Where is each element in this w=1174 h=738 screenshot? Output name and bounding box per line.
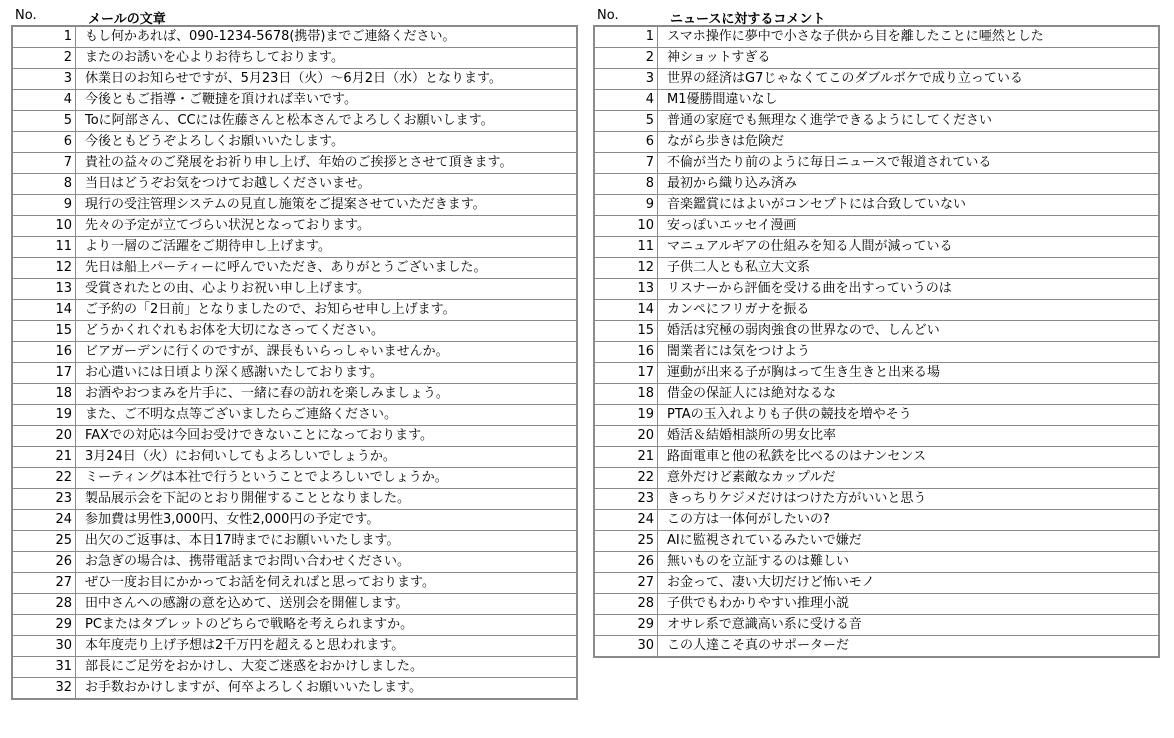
row-text: ご予約の「2日前」となりましたので、お知らせ申し上げます。 [85, 302, 456, 317]
row-text: 今後ともご指導・ご鞭撻を頂ければ幸いです。 [85, 92, 357, 107]
row-text: 不倫が当たり前のように毎日ニュースで報道されている [667, 155, 992, 170]
row-number: 13 [13, 279, 76, 299]
row-number: 26 [13, 552, 76, 572]
row-number: 14 [595, 300, 658, 320]
table-row [13, 615, 576, 636]
row-number: 11 [13, 237, 76, 257]
row-text: 闇業者には気をつけよう [667, 344, 811, 359]
table-body [593, 25, 1160, 658]
row-text: 先日は船上パーティーに呼んでいただき、ありがとうございました。 [85, 260, 487, 275]
table-row [595, 615, 1158, 636]
row-text: 今後ともどうぞよろしくお願いいたします。 [85, 134, 344, 149]
table-row [13, 48, 576, 69]
row-text: 安っぽいエッセイ漫画 [667, 218, 797, 233]
table-header [11, 6, 578, 25]
row-text: 子供二人とも私立大文系 [667, 260, 811, 275]
table-row [13, 111, 576, 132]
table-row [13, 678, 576, 699]
row-number: 28 [13, 594, 76, 614]
row-number: 12 [13, 258, 76, 278]
table-header [593, 6, 1160, 25]
table-row [595, 216, 1158, 237]
row-text: 世界の経済はG7じゃなくてこのダブルボケで成り立っている [667, 71, 1023, 86]
row-number: 1 [595, 27, 658, 47]
row-text: マニュアルギアの仕組みを知る人間が減っている [667, 239, 953, 254]
row-number: 27 [595, 573, 658, 593]
table-row [13, 573, 576, 594]
row-text: 神ショットすぎる [667, 50, 771, 65]
table-row [13, 258, 576, 279]
row-text: FAXでの対応は今回お受けできないことになっております。 [85, 428, 434, 443]
table-row [595, 321, 1158, 342]
row-number: 8 [595, 174, 658, 194]
row-text: また、ご不明な点等ございましたらご連絡ください。 [85, 407, 398, 422]
table-row [595, 279, 1158, 300]
table-row [13, 321, 576, 342]
table-row [13, 510, 576, 531]
table-row [13, 216, 576, 237]
row-number: 14 [13, 300, 76, 320]
table-row [595, 300, 1158, 321]
row-number: 16 [13, 342, 76, 362]
row-number: 25 [595, 531, 658, 551]
row-number: 9 [595, 195, 658, 215]
row-number: 6 [595, 132, 658, 152]
row-number: 25 [13, 531, 76, 551]
table-row [13, 552, 576, 573]
row-number: 30 [13, 636, 76, 656]
row-number: 22 [595, 468, 658, 488]
row-number: 6 [13, 132, 76, 152]
row-number: 28 [595, 594, 658, 614]
row-number: 29 [13, 615, 76, 635]
row-text: 参加費は男性3,000円、女性2,000円の予定です。 [85, 512, 380, 527]
table-row [595, 111, 1158, 132]
row-text: 無いものを立証するのは難しい [667, 554, 850, 569]
table-row [13, 531, 576, 552]
row-text: 最初から織り込み済み [667, 176, 798, 191]
row-number: 20 [595, 426, 658, 446]
table-row [595, 132, 1158, 153]
row-number: 12 [595, 258, 658, 278]
row-text: 運動が出来る子が胸はって生き生きと出来る場 [667, 365, 941, 380]
row-number: 11 [595, 237, 658, 257]
row-text: 婚活＆結婚相談所の男女比率 [667, 428, 837, 443]
table-row [595, 510, 1158, 531]
row-text: 普通の家庭でも無理なく進学できるようにしてください [667, 113, 993, 128]
table-row [595, 69, 1158, 90]
row-number: 26 [595, 552, 658, 572]
row-text: カンペにフリガナを振る [667, 302, 810, 317]
row-text: ビアガーデンに行くのですが、課長もいらっしゃいませんか。 [85, 344, 449, 359]
row-text: 先々の予定が立てづらい状況となっております。 [85, 218, 370, 233]
row-text: この人達こそ真のサポーターだ [667, 638, 850, 653]
table-row [13, 69, 576, 90]
row-number: 9 [13, 195, 76, 215]
row-number: 10 [595, 216, 658, 236]
row-number: 27 [13, 573, 76, 593]
row-number: 4 [13, 90, 76, 110]
column-header-title: メールの文章 [88, 12, 166, 27]
row-number: 2 [595, 48, 658, 68]
row-number: 5 [13, 111, 76, 131]
table-row [595, 363, 1158, 384]
row-text: M1優勝間違いなし [667, 92, 778, 107]
email-sentences-table [11, 6, 578, 700]
table-row [13, 363, 576, 384]
table-row [13, 153, 576, 174]
row-text: 製品展示会を下記のとおり開催することとなりました。 [85, 491, 411, 506]
row-number: 18 [595, 384, 658, 404]
row-number: 10 [13, 216, 76, 236]
row-text: 現行の受注管理システムの見直し施策をご提案させていただきます。 [85, 197, 486, 212]
table-row [13, 594, 576, 615]
table-row [13, 132, 576, 153]
row-number: 30 [595, 636, 658, 656]
row-text: 意外だけど素敵なカップルだ [667, 470, 836, 485]
row-number: 13 [595, 279, 658, 299]
table-row [595, 384, 1158, 405]
table-row [595, 468, 1158, 489]
row-text: PCまたはタブレットのどちらで戦略を考えられますか。 [85, 617, 414, 632]
table-row [595, 27, 1158, 48]
row-number: 19 [595, 405, 658, 425]
table-row [595, 153, 1158, 174]
table-row [595, 90, 1158, 111]
table-row [595, 531, 1158, 552]
row-text: もし何かあれば、090-1234-5678(携帯)までご連絡ください。 [85, 29, 456, 44]
row-number: 20 [13, 426, 76, 446]
row-text: オサレ系で意識高い系に受ける音 [667, 617, 862, 632]
table-row [595, 636, 1158, 657]
row-number: 24 [13, 510, 76, 530]
row-text: ながら歩きは危険だ [667, 134, 785, 149]
row-text: お心遣いには日頃より深く感謝いたしております。 [85, 365, 383, 380]
row-number: 5 [595, 111, 658, 131]
row-text: 部長にご足労をおかけし、大変ご迷惑をおかけしました。 [85, 659, 424, 674]
table-row [13, 468, 576, 489]
table-row [595, 195, 1158, 216]
table-row [595, 258, 1158, 279]
table-row [13, 27, 576, 48]
column-header-title: ニュースに対するコメント [670, 12, 826, 27]
row-text: ミーティングは本社で行うということでよろしいでしょうか。 [85, 470, 448, 485]
row-number: 16 [595, 342, 658, 362]
table-row [595, 174, 1158, 195]
row-text: 婚活は究極の弱肉強食の世界なので、しんどい [667, 323, 940, 338]
row-number: 23 [595, 489, 658, 509]
row-number: 8 [13, 174, 76, 194]
news-comments-table [593, 6, 1160, 658]
table-row [595, 48, 1158, 69]
row-number: 29 [595, 615, 658, 635]
row-text: ぜひ一度お目にかかってお話を伺えればと思っております。 [85, 575, 435, 590]
table-row [13, 195, 576, 216]
row-text: 休業日のお知らせですが、5月23日（火）～6月2日（水）となります。 [85, 71, 502, 86]
table-row [13, 657, 576, 678]
row-number: 32 [13, 678, 76, 698]
row-number: 24 [595, 510, 658, 530]
table-row [595, 405, 1158, 426]
row-number: 17 [13, 363, 76, 383]
row-text: お手数おかけしますが、何卒よろしくお願いいたします。 [85, 680, 422, 695]
row-number: 18 [13, 384, 76, 404]
table-row [13, 237, 576, 258]
row-number: 4 [595, 90, 658, 110]
row-text: より一層のご活躍をご期待申し上げます。 [85, 239, 331, 254]
row-number: 19 [13, 405, 76, 425]
row-number: 21 [595, 447, 658, 467]
row-number: 7 [13, 153, 76, 173]
row-text: 出欠のご返事は、本日17時までにお願いいたします。 [85, 533, 400, 548]
table-row [13, 447, 576, 468]
row-text: お急ぎの場合は、携帯電話までお問い合わせください。 [85, 554, 411, 569]
row-text: リスナーから評価を受ける曲を出すっていうのは [667, 281, 952, 296]
row-text: 音楽鑑賞にはよいがコンセプトには合致していない [667, 197, 967, 212]
row-text: この方は一体何がしたいの? [667, 512, 830, 527]
table-row [13, 279, 576, 300]
table-row [595, 237, 1158, 258]
column-header-no: No. [597, 8, 619, 23]
row-number: 21 [13, 447, 76, 467]
table-row [13, 489, 576, 510]
table-row [13, 90, 576, 111]
row-text: Toに阿部さん、CCには佐藤さんと松本さんでよろしくお願いします。 [85, 113, 494, 128]
row-number: 2 [13, 48, 76, 68]
row-number: 3 [595, 69, 658, 89]
row-number: 31 [13, 657, 76, 677]
row-text: スマホ操作に夢中で小さな子供から目を離したことに唖然とした [667, 29, 1044, 44]
table-row [13, 636, 576, 657]
table-row [595, 594, 1158, 615]
table-row [595, 573, 1158, 594]
row-number: 15 [13, 321, 76, 341]
table-row [595, 342, 1158, 363]
row-text: 3月24日（火）にお伺いしてもよろしいでしょうか。 [85, 449, 396, 464]
table-row [595, 426, 1158, 447]
table-body [11, 25, 578, 700]
row-text: 本年度売り上げ予想は2千万円を超えると思われます。 [85, 638, 405, 653]
row-text: お金って、凄い大切だけど怖いモノ [667, 575, 875, 590]
row-text: 当日はどうぞお気をつけてお越しくださいませ。 [85, 176, 371, 191]
row-text: PTAの玉入れよりも子供の競技を増やそう [667, 407, 912, 422]
row-text: お酒やおつまみを片手に、一緒に春の訪れを楽しみましょう。 [85, 386, 449, 401]
row-number: 1 [13, 27, 76, 47]
table-row [13, 174, 576, 195]
row-text: またのお誘いを心よりお待ちしております。 [85, 50, 344, 65]
table-row [13, 405, 576, 426]
table-row [595, 489, 1158, 510]
row-text: どうかくれぐれもお体を大切になさってください。 [85, 323, 385, 338]
row-text: 子供でもわかりやすい推理小説 [667, 596, 850, 611]
row-text: 借金の保証人には絶対なるな [667, 386, 837, 401]
row-text: AIに監視されているみたいで嫌だ [667, 533, 862, 548]
row-text: 受賞されたとの由、心よりお祝い申し上げます。 [85, 281, 370, 296]
table-row [13, 426, 576, 447]
table-row [595, 552, 1158, 573]
row-text: きっちりケジメだけはつけた方がいいと思う [667, 491, 927, 506]
column-header-no: No. [15, 8, 37, 23]
row-number: 22 [13, 468, 76, 488]
table-row [13, 342, 576, 363]
row-text: 路面電車と他の私鉄を比べるのはナンセンス [667, 449, 926, 464]
row-text: 田中さんへの感謝の意を込めて、送別会を開催します。 [85, 596, 409, 611]
row-text: 貴社の益々のご発展をお祈り申し上げ、年始のご挨拶とさせて頂きます。 [85, 155, 513, 170]
table-row [595, 447, 1158, 468]
table-row [13, 384, 576, 405]
row-number: 7 [595, 153, 658, 173]
row-number: 15 [595, 321, 658, 341]
row-number: 23 [13, 489, 76, 509]
row-number: 3 [13, 69, 76, 89]
table-row [13, 300, 576, 321]
row-number: 17 [595, 363, 658, 383]
